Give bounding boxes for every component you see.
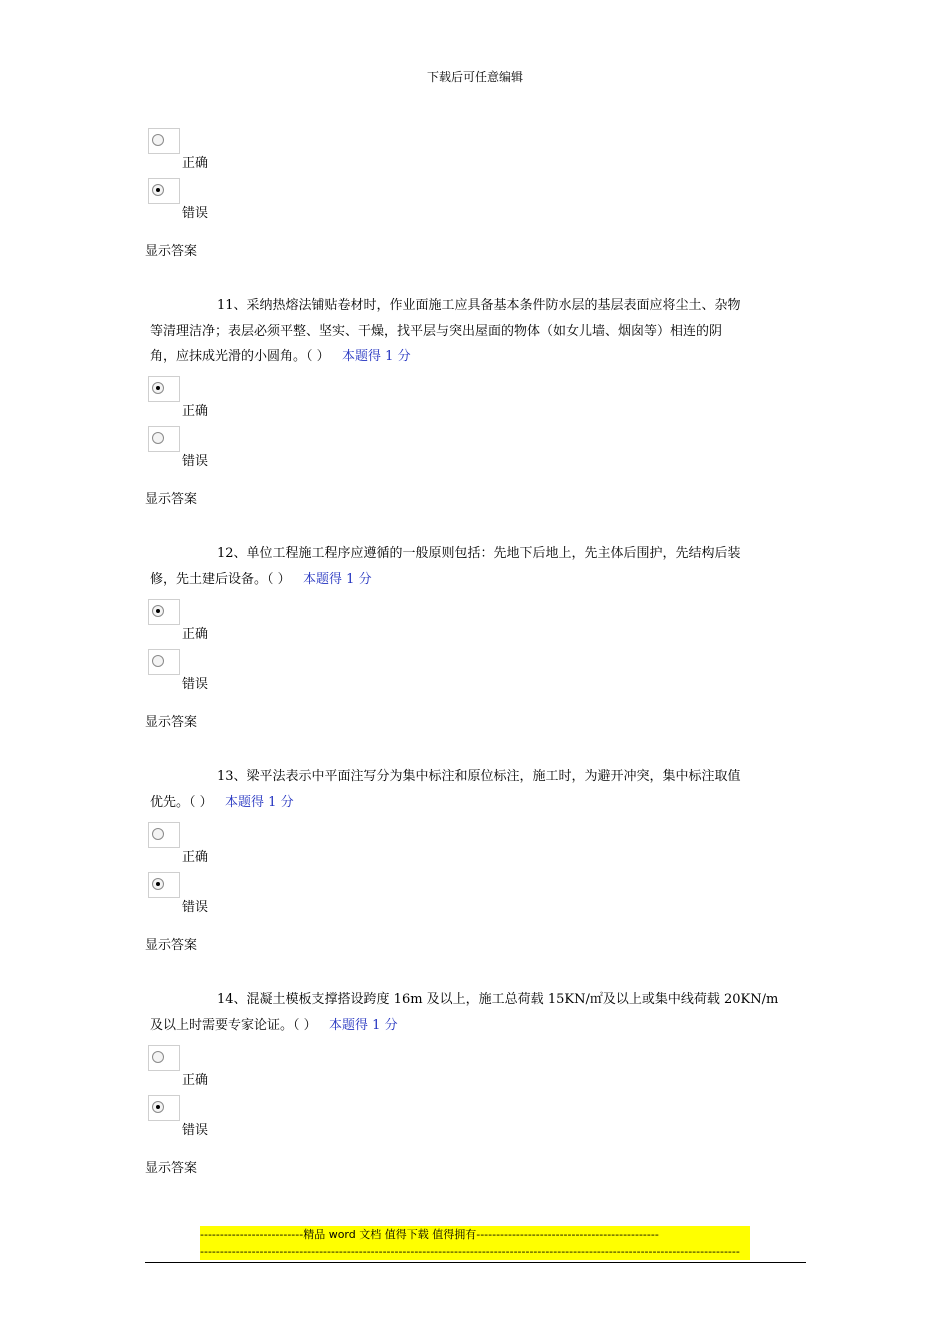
option-label-false: 错误 xyxy=(182,900,209,915)
show-answer-link[interactable]: 显示答案 xyxy=(145,492,198,507)
footer-banner xyxy=(200,1226,750,1260)
radio-circle-icon xyxy=(152,432,164,444)
radio-true[interactable] xyxy=(148,1045,180,1071)
question-14-line-2: 及以上时需要专家论证。（ ） 本题得 1 分 xyxy=(150,1018,398,1033)
radio-false[interactable] xyxy=(148,426,180,452)
radio-selected-dot xyxy=(156,882,160,886)
radio-true[interactable] xyxy=(148,599,180,625)
score-text: 本题得 1 分 xyxy=(342,349,411,364)
radio-circle-icon xyxy=(152,828,164,840)
radio-true[interactable] xyxy=(148,376,180,402)
radio-circle-icon xyxy=(152,605,164,617)
radio-false[interactable] xyxy=(148,649,180,675)
radio-selected-dot xyxy=(156,188,160,192)
question-14-line-1: 14、混凝土模板支撑搭设跨度 16m 及以上，施工总荷载 15KN/㎡及以上或集中线荷载 20KN/m xyxy=(217,992,779,1007)
radio-true[interactable] xyxy=(148,822,180,848)
radio-circle-icon xyxy=(152,382,164,394)
radio-false[interactable] xyxy=(148,1095,180,1121)
footer-divider xyxy=(145,1262,806,1263)
show-answer-link[interactable]: 显示答案 xyxy=(145,1161,198,1176)
option-label-false: 错误 xyxy=(182,677,209,692)
option-label-false: 错误 xyxy=(182,206,209,221)
radio-circle-icon xyxy=(152,878,164,890)
option-label-false: 错误 xyxy=(182,454,209,469)
question-11-line-3: 角，应抹成光滑的小圆角。（ ） 本题得 1 分 xyxy=(150,349,411,364)
option-label-true: 正确 xyxy=(182,1073,209,1088)
option-label-true: 正确 xyxy=(182,627,209,642)
question-13-line-2: 优先。（ ） 本题得 1 分 xyxy=(150,795,294,810)
show-answer-link[interactable]: 显示答案 xyxy=(145,715,198,730)
radio-circle-icon xyxy=(152,655,164,667)
radio-false[interactable] xyxy=(148,872,180,898)
radio-selected-dot xyxy=(156,609,160,613)
radio-circle-icon xyxy=(152,1101,164,1113)
option-label-true: 正确 xyxy=(182,850,209,865)
radio-circle-icon xyxy=(152,1051,164,1063)
show-answer-link[interactable]: 显示答案 xyxy=(145,244,198,259)
score-text: 本题得 1 分 xyxy=(225,795,294,810)
page-header: 下载后可任意编辑 xyxy=(426,70,523,84)
show-answer-link[interactable]: 显示答案 xyxy=(145,938,198,953)
question-11-line-1: 11、采纳热熔法铺贴卷材时，作业面施工应具备基本条件防水层的基层表面应将尘土、杂物 xyxy=(217,298,741,313)
radio-circle-icon xyxy=(152,134,164,146)
score-text: 本题得 1 分 xyxy=(303,572,372,587)
footer-line-1: --------------------------精品 word 文档 值得下载 值得拥有---------------------------------------------- xyxy=(200,1228,659,1241)
option-label-false: 错误 xyxy=(182,1123,209,1138)
radio-true[interactable] xyxy=(148,128,180,154)
radio-circle-icon xyxy=(152,184,164,196)
question-11-line-2: 等清理洁净；表层必须平整、坚实、干燥，找平层与突出屋面的物体（如女儿墙、烟囱等）相连的阴 xyxy=(150,324,723,339)
question-13-line-1: 13、梁平法表示中平面注写分为集中标注和原位标注，施工时，为避开冲突，集中标注取值 xyxy=(217,769,741,784)
question-12-line-1: 12、单位工程施工程序应遵循的一般原则包括：先地下后地上，先主体后围护，先结构后装 xyxy=(217,546,741,561)
option-label-true: 正确 xyxy=(182,404,209,419)
radio-false[interactable] xyxy=(148,178,180,204)
radio-selected-dot xyxy=(156,386,160,390)
option-label-true: 正确 xyxy=(182,156,209,171)
question-12-line-2: 修，先土建后设备。（ ） 本题得 1 分 xyxy=(150,572,372,587)
radio-selected-dot xyxy=(156,1105,160,1109)
footer-line-2: ---------------------------------------------------------------------------------------------------------------------------------------- xyxy=(200,1245,740,1258)
score-text: 本题得 1 分 xyxy=(329,1018,398,1033)
